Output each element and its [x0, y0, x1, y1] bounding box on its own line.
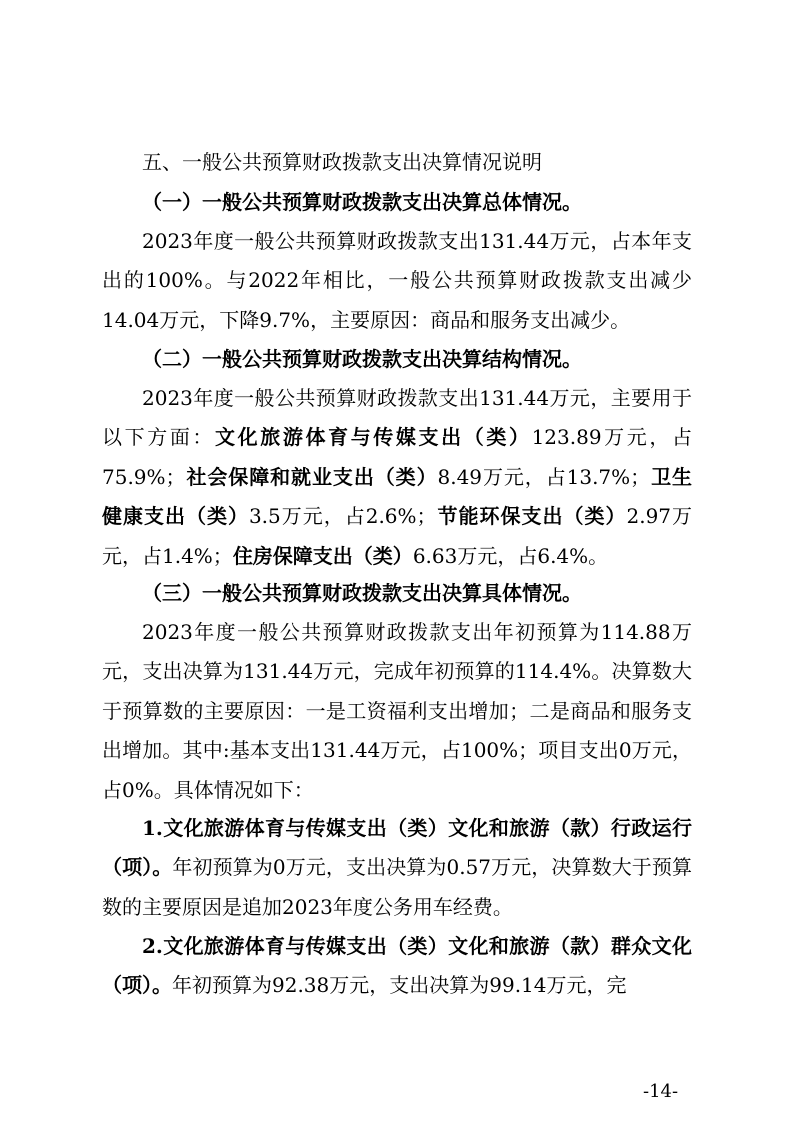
detail-item-1-text: 年初预算为0万元，支出决算为0.57万元，决算数大于预算数的主要原因是追加2023年度公务用车经费。	[102, 855, 692, 919]
detail-item-1	[102, 809, 692, 927]
expense-value-health: 3.5万元，占2.6%；	[248, 504, 437, 529]
subsection-2-body	[102, 379, 692, 576]
subsection-1-title: （一）一般公共预算财政拨款支出决算总体情况。	[142, 190, 582, 214]
expense-label-environment: 节能环保支出（类）	[436, 504, 627, 529]
detail-item-1-label: 1.文化旅游体育与传媒支出（类）文化和旅游（款）行政运行（项）。	[102, 816, 692, 880]
subsection-2-intro: 2023年度一般公共预算财政拨款支出131.44万元，主要用于以下方面：	[102, 386, 692, 450]
expense-label-health: 卫生健康支出（类）	[102, 464, 693, 529]
subsection-3-body: 2023年度一般公共预算财政拨款支出年初预算为114.88万元，支出决算为131.44万元，完成年初预算的114.4%。决算数大于预算数的主要原因：一是工资福利支出增加；二是商品和服务支出增加。其中:基本支出131.44万元，占100%；项目支出0万元，占0%。具体情况如下：	[102, 620, 692, 802]
expense-label-social-security: 社会保障和就业支出（类）	[185, 464, 438, 489]
subsection-2-title: （二）一般公共预算财政拨款支出决算结构情况。	[142, 347, 582, 371]
detail-item-2-label: 2.文化旅游体育与传媒支出（类）文化和旅游（款）群众文化（项）。	[102, 934, 692, 998]
detail-item-2-text: 年初预算为92.38万元，支出决算为99.14万元，完	[172, 973, 627, 998]
expense-value-social-security: 8.49万元，占13.7%；	[437, 464, 651, 489]
detail-item-2	[102, 927, 692, 1006]
page-number: -14-	[643, 1081, 679, 1102]
expense-value-culture: 123.89万元，占75.9%；	[102, 425, 692, 489]
subsection-1-body: 2023年度一般公共预算财政拨款支出131.44万元，占本年支出的100%。与2022年相比，一般公共预算财政拨款支出减少14.04万元，下降9.7%，主要原因：商品和服务支出减少。	[102, 229, 692, 332]
section-title: 五、一般公共预算财政拨款支出决算情况说明	[142, 150, 542, 174]
expense-label-housing: 住房保障支出（类）	[232, 543, 413, 568]
expense-value-environment: 2.97万元，占1.4%；	[102, 504, 693, 568]
expense-value-housing: 6.63万元，占6.4%。	[412, 543, 609, 568]
subsection-3-title: （三）一般公共预算财政拨款支出决算具体情况。	[142, 581, 582, 605]
expense-label-culture: 文化旅游体育与传媒支出（类）	[215, 425, 532, 450]
